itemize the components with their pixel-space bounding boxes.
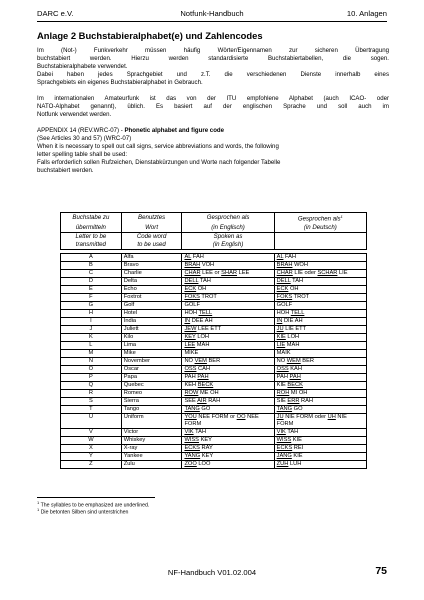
spoken-english-cell: OSS CAH xyxy=(182,365,274,373)
letter-cell: K xyxy=(61,333,122,341)
code-word-cell: Yankee xyxy=(121,452,182,460)
code-word-cell: Sierra xyxy=(121,397,182,405)
letter-cell: T xyxy=(61,405,122,413)
spoken-english-cell: WISS KEY xyxy=(182,436,274,444)
spoken-english-cell: HOH TELL xyxy=(182,309,274,317)
spoken-german-cell: JANG KIE xyxy=(274,452,366,460)
section-title: Anlage 2 Buchstabieralphabet(e) und Zahlencodes xyxy=(37,30,263,41)
table-header-row: Buchstabe zu Benutztes Gesprochen als Gesprochen als$^1$ xyxy=(61,213,367,224)
spoken-german-cell: ZUH LUH xyxy=(274,460,366,468)
letter-cell: B xyxy=(61,261,122,269)
code-word-cell: Papa xyxy=(121,373,182,381)
footer-version: NF-Handbuch V01.02.004 xyxy=(167,568,257,577)
letter-cell: F xyxy=(61,293,122,301)
spoken-german-cell: TANG GO xyxy=(274,405,366,413)
table-row xyxy=(61,269,367,277)
table-row xyxy=(61,389,367,397)
spoken-german-cell: CHAR LIE oder SCHAR LIE xyxy=(274,269,366,277)
appendix-paragraph: APPENDIX 14 (REV.WRC-07) - Phonetic alphabet and figure code (See Articles 30 and 57) (WRC-07) When it is necessary to spell out call signs, service abbreviations and words, the following letter spelling table shall be used: Falls erforderlich sollen Rufzeichen, Dienstabkürzungen und Worte nach folgender Tabelle buchstabiert werden. xyxy=(37,127,281,175)
spoken-english-cell: FOKS TROT xyxy=(182,293,274,301)
header-chapter: 10. Anlagen xyxy=(346,9,387,18)
spoken-english-cell: YANG KEY xyxy=(182,452,274,460)
code-word-cell: Tango xyxy=(121,405,182,413)
code-word-cell: Alfa xyxy=(121,253,182,261)
footnote-de: $^1$ Die betonten Silben sind unterstrichen xyxy=(37,507,129,516)
spoken-english-cell: KEY LOH xyxy=(182,333,274,341)
spoken-german-cell: KIE LOH xyxy=(274,333,366,341)
table-row xyxy=(61,309,367,317)
table-row xyxy=(61,452,367,460)
letter-cell: X xyxy=(61,444,122,452)
header-document-title: Notfunk-Handbuch xyxy=(180,9,244,18)
table-row xyxy=(61,325,367,333)
spoken-german-cell: FOKS TROT xyxy=(274,293,366,301)
letter-cell: N xyxy=(61,357,122,365)
spoken-english-cell: TANG GO xyxy=(182,405,274,413)
letter-cell: I xyxy=(61,317,122,325)
letter-cell: L xyxy=(61,341,122,349)
spoken-german-cell: WISS KIE xyxy=(274,436,366,444)
table-row xyxy=(61,341,367,349)
table-row xyxy=(61,285,367,293)
table-row xyxy=(61,381,367,389)
letter-cell: W xyxy=(61,436,122,444)
spoken-german-cell: IN DIE AH xyxy=(274,317,366,325)
spoken-german-cell: MAIK xyxy=(274,349,366,357)
spoken-english-cell: AL FAH xyxy=(182,253,274,261)
table-row xyxy=(61,301,367,309)
amateur-paragraph: Im internationalen Amateurfunk ist das von der ITU empfohlene Alphabet (auch ICAO- oder NATO-Alphabet genannt), üblich. Es basiert auf der englischen Sprache und soll auch im Notfunk verwendet werden. xyxy=(37,95,389,119)
table-row xyxy=(61,397,367,405)
code-word-cell: Golf xyxy=(121,301,182,309)
table-row xyxy=(61,277,367,285)
letter-cell: S xyxy=(61,397,122,405)
spoken-english-cell: DELL TAH xyxy=(182,277,274,285)
footnote-en: $^1$ The syllables to be emphasized are underlined. xyxy=(37,500,150,509)
spoken-english-cell: ECKS RAY xyxy=(182,444,274,452)
code-word-cell: Hotel xyxy=(121,309,182,317)
table-row xyxy=(61,373,367,381)
spoken-english-cell: JEW LEE ETT xyxy=(182,325,274,333)
spoken-english-cell: KEH BECK xyxy=(182,381,274,389)
letter-cell: O xyxy=(61,365,122,373)
spoken-english-cell: SEE AIR RAH xyxy=(182,397,274,405)
letter-cell: J xyxy=(61,325,122,333)
page-header xyxy=(37,9,387,21)
spoken-english-cell: IN DEE AH xyxy=(182,317,274,325)
spoken-english-cell: LEE MAH xyxy=(182,341,274,349)
code-word-cell: Oscar xyxy=(121,365,182,373)
code-word-cell: Zulu xyxy=(121,460,182,468)
spoken-german-cell: VIK TAH xyxy=(274,428,366,436)
code-word-cell: Mike xyxy=(121,349,182,357)
code-word-cell: Juliett xyxy=(121,325,182,333)
letter-cell: R xyxy=(61,389,122,397)
spoken-english-cell: PAH PAH xyxy=(182,373,274,381)
letter-cell: M xyxy=(61,349,122,357)
spoken-english-cell: NO VEM BER xyxy=(182,357,274,365)
spoken-english-cell: ROW ME OH xyxy=(182,389,274,397)
table-row xyxy=(61,357,367,365)
table-header-row: übermitteln Wort (in Englisch) (in Deutsch) xyxy=(61,224,367,233)
code-word-cell: Whiskey xyxy=(121,436,182,444)
table-header-row: transmitted to be used (in English) xyxy=(61,241,367,250)
table-row xyxy=(61,365,367,373)
code-word-cell: November xyxy=(121,357,182,365)
table-row xyxy=(61,293,367,301)
code-word-cell: India xyxy=(121,317,182,325)
table-row xyxy=(61,253,367,261)
spoken-german-cell: BRAH WOH xyxy=(274,261,366,269)
spoken-german-cell: ECKS REI xyxy=(274,444,366,452)
spoken-german-cell: ROH MI OH xyxy=(274,389,366,397)
page-footer xyxy=(37,565,387,579)
letter-cell: D xyxy=(61,277,122,285)
letter-cell: E xyxy=(61,285,122,293)
letter-cell: V xyxy=(61,428,122,436)
table-header-row: Letter to be Code word Spoken as xyxy=(61,232,367,241)
table-row xyxy=(61,349,367,357)
letter-cell: Z xyxy=(61,460,122,468)
code-word-cell: Charlie xyxy=(121,269,182,277)
phonetic-alphabet-table xyxy=(60,212,367,469)
table-row xyxy=(61,317,367,325)
code-word-cell: Echo xyxy=(121,285,182,293)
letter-cell: P xyxy=(61,373,122,381)
spoken-german-cell: GOLF xyxy=(274,301,366,309)
code-word-cell: Foxtrot xyxy=(121,293,182,301)
spoken-german-cell: JU LIE ETT xyxy=(274,325,366,333)
letter-cell: A xyxy=(61,253,122,261)
spoken-german-cell: JU NIE FORM oder UH NIE FORM xyxy=(274,413,366,428)
spoken-english-cell: CHAR LEE or SHAR LEE xyxy=(182,269,274,277)
spoken-german-cell: DELL TAH xyxy=(274,277,366,285)
table-row xyxy=(61,261,367,269)
letter-cell: G xyxy=(61,301,122,309)
spoken-german-cell: OSS KAH xyxy=(274,365,366,373)
header-organization: DARC e.V. xyxy=(37,9,74,18)
table-row xyxy=(61,413,367,428)
code-word-cell: Lima xyxy=(121,341,182,349)
code-word-cell: Bravo xyxy=(121,261,182,269)
spoken-german-cell: KIE BECK xyxy=(274,381,366,389)
spoken-german-cell: PAH PAH xyxy=(274,373,366,381)
spoken-english-cell: BRAH VOH xyxy=(182,261,274,269)
spoken-german-cell: HOH TELL xyxy=(274,309,366,317)
spoken-german-cell: NO WEM BER xyxy=(274,357,366,365)
page-number: 75 xyxy=(375,565,387,577)
spoken-german-cell: SIE ERR RAH xyxy=(274,397,366,405)
letter-cell: Y xyxy=(61,452,122,460)
spoken-english-cell: VIK TAH xyxy=(182,428,274,436)
code-word-cell: Quebec xyxy=(121,381,182,389)
spoken-english-cell: ZOO LOO xyxy=(182,460,274,468)
code-word-cell: Romeo xyxy=(121,389,182,397)
spoken-german-cell: LIE MAH xyxy=(274,341,366,349)
code-word-cell: X-ray xyxy=(121,444,182,452)
table-row xyxy=(61,436,367,444)
letter-cell: U xyxy=(61,413,122,428)
spoken-german-cell: AL FAH xyxy=(274,253,366,261)
code-word-cell: Victor xyxy=(121,428,182,436)
table-row xyxy=(61,333,367,341)
header-divider xyxy=(37,21,387,22)
table-row xyxy=(61,405,367,413)
code-word-cell: Kilo xyxy=(121,333,182,341)
table-row xyxy=(61,460,367,468)
footnote-divider xyxy=(37,497,155,498)
table-row xyxy=(61,444,367,452)
spoken-english-cell: ECK OH xyxy=(182,285,274,293)
code-word-cell: Uniform xyxy=(121,413,182,428)
spoken-english-cell: GOLF xyxy=(182,301,274,309)
letter-cell: C xyxy=(61,269,122,277)
code-word-cell: Delta xyxy=(121,277,182,285)
letter-cell: Q xyxy=(61,381,122,389)
spoken-english-cell: YOU NEE FORM or OO NEE FORM xyxy=(182,413,274,428)
spoken-german-cell: ECK OH xyxy=(274,285,366,293)
intro-paragraph: Im (Not-) Funkverkehr müssen häufig Wörter/Eigennamen zur sicheren Übertragung buchstabiert werden. Hierzu werden standardisierte Buchstabiertabellen, die sogen. Buchstabieralphabete verwendet. Dabei haben jedes Sprachgebiet und z.T. die verschiedenen Dienste innerhalb eines Sprachgebiets ein eigenes Buchstabieralphabet in Gebrauch. xyxy=(37,47,389,87)
letter-cell: H xyxy=(61,309,122,317)
spoken-english-cell: MIKE xyxy=(182,349,274,357)
table-row xyxy=(61,428,367,436)
